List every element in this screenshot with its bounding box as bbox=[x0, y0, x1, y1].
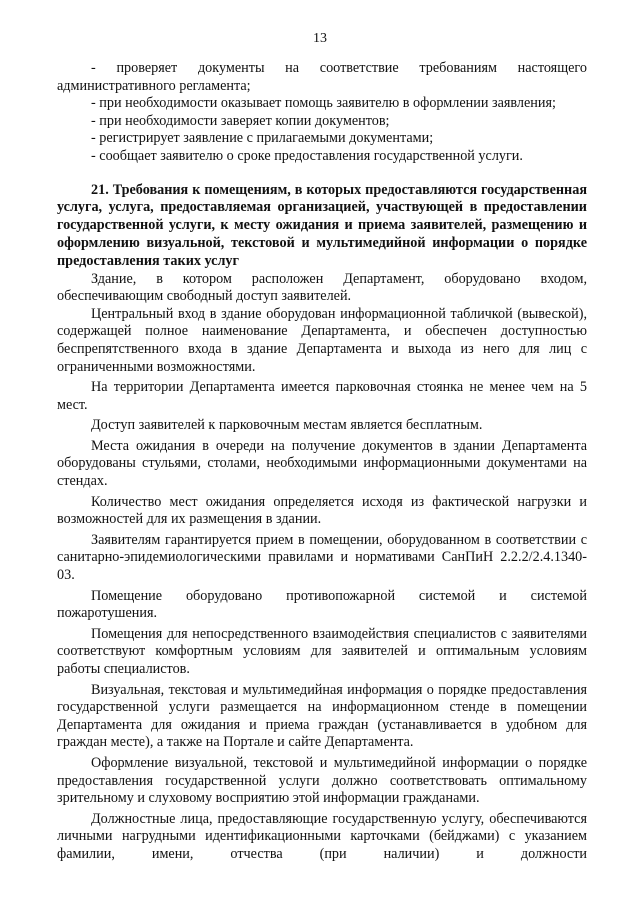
list-item: - сообщает заявителю о сроке предоставления государственной услуги. bbox=[91, 147, 523, 164]
paragraph: Оформление визуальной, текстовой и мультимедийной информации о порядке предоставления государственной услуги должно соответствовать оптимальному зрительному и слуховому восприятию этой информации гражданами. bbox=[57, 754, 587, 807]
page-number: 13 bbox=[313, 31, 327, 46]
paragraph: Количество мест ожидания определяется исходя из фактической нагрузки и возможностей для их размещения в здании. bbox=[57, 493, 587, 528]
paragraph: Заявителям гарантируется прием в помещении, оборудованном в соответствии с санитарно-эпидемиологическими правилами и нормативами СанПиН 2.2.2/2.4.1340-03. bbox=[57, 531, 587, 584]
list-item: - при необходимости оказывает помощь заявителю в оформлении заявления; bbox=[91, 95, 556, 112]
page-content bbox=[57, 60, 587, 864]
paragraph: Здание, в котором расположен Департамент, оборудовано входом, обеспечивающим свободный доступ заявителей. bbox=[57, 270, 587, 305]
list-item: - при необходимости заверяет копии документов; bbox=[91, 112, 390, 129]
paragraph: Визуальная, текстовая и мультимедийная информация о порядке предоставления государственной услуги размещается на информационном стенде в помещении Департамента для ожидания и приема граждан (устанавливается в удобном для граждан месте), а также на Портале и сайте Департамента. bbox=[57, 681, 587, 751]
paragraph: Центральный вход в здание оборудован информационной табличкой (вывеской), содержащей полное наименование Департамента, и обеспечен доступностью беспрепятственного входа в здание Департамента и выхода из него для лиц с ограниченными возможностями. bbox=[57, 305, 587, 375]
paragraph: Помещения для непосредственного взаимодействия специалистов с заявителями соответствуют комфортным условиям для заявителей и оптимальным условиям работы специалистов. bbox=[57, 625, 587, 678]
section-heading: 21. Требования к помещениям, в которых предоставляются государственная услуга, услуга, предоставляемая организацией, участвующей в предоставлении государственной услуги, к месту ожидания и приема заявителей, размещению и оформлению визуальной, текстовой и мультимедийной информации о порядке предоставления таких услуг bbox=[57, 181, 587, 269]
list-item: - проверяет документы на соответствие требованиям настоящего административного регламента; bbox=[57, 60, 587, 94]
paragraph: Помещение оборудовано противопожарной системой и системой пожаротушения. bbox=[57, 587, 587, 622]
paragraph: На территории Департамента имеется парковочная стоянка не менее чем на 5 мест. bbox=[57, 379, 587, 413]
paragraph: Должностные лица, предоставляющие государственную услугу, обеспечиваются личными нагрудными идентификационными карточками (бейджами) с указанием фамилии, имени, отчества (при наличии) и должности bbox=[57, 810, 587, 862]
paragraph: Места ожидания в очереди на получение документов в здании Департамента оборудованы стульями, столами, необходимыми информационными документами на стендах. bbox=[57, 437, 587, 490]
list-item: - регистрирует заявление с прилагаемыми документами; bbox=[91, 130, 434, 147]
paragraph: Доступ заявителей к парковочным местам является бесплатным. bbox=[91, 417, 483, 434]
